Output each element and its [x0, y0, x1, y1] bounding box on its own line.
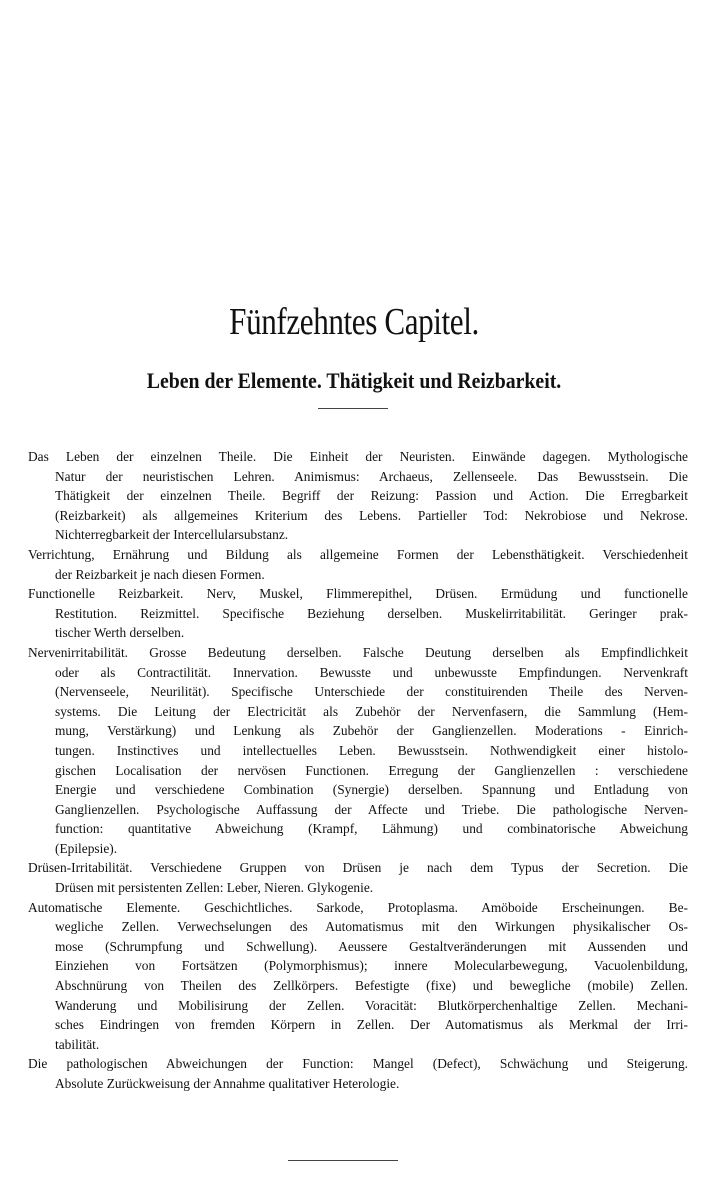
- summary-line-text: Drüsen-Irritabilität. Verschiedene Gruppen von Drüsen je nach dem Typus der Secretion. Die: [28, 860, 688, 876]
- summary-line: [28, 996, 688, 1016]
- summary-line: [28, 1054, 688, 1074]
- summary-line-text: (Reizbarkeit) als allgemeines Kriterium des Lebens. Partieller Tod: Nekrobiose und Nekrose.: [55, 507, 688, 523]
- summary-line: [28, 917, 688, 937]
- summary-line-text: der Reizbarkeit je nach diesen Formen.: [55, 566, 265, 582]
- summary-line-text: Die pathologischen Abweichungen der Function: Mangel (Defect), Schwächung und Steigerung.: [28, 1056, 688, 1072]
- bottom-divider: [288, 1160, 398, 1161]
- summary-line: [28, 956, 688, 976]
- summary-line-text: Ganglienzellen. Psychologische Auffassung der Affecte und Triebe. Die pathologische Nerven-: [55, 801, 688, 817]
- summary-line: [28, 682, 688, 702]
- summary-line-text: Das Leben der einzelnen Theile. Die Einheit der Neuristen. Einwände dagegen. Mythologische: [28, 449, 688, 464]
- summary-line: [28, 486, 688, 506]
- summary-line: [28, 898, 688, 918]
- summary-line-text: Thätigkeit der einzelnen Theile. Begriff der Reizung: Passion und Action. Die Erregbarkeit: [55, 488, 688, 504]
- summary-line-text: function: quantitative Abweichung (Krampf, Lähmung) und combinatorische Abweichung: [55, 821, 688, 837]
- summary-line: [28, 858, 688, 878]
- summary-line-text: tabilität.: [55, 1036, 100, 1052]
- summary-line: [28, 819, 688, 839]
- summary-paragraph: [28, 584, 688, 643]
- summary-line: [28, 643, 688, 663]
- summary-line: [28, 545, 688, 565]
- summary-line: [28, 741, 688, 761]
- summary-line: [28, 506, 688, 526]
- chapter-title: Fünfzehntes Capitel.: [229, 301, 479, 343]
- summary-line: [28, 780, 688, 800]
- summary-paragraph: [28, 545, 688, 584]
- summary-line-text: wegliche Zellen. Verwechselungen des Automatismus mit den Wirkungen physikalischer Os-: [55, 919, 688, 935]
- summary-line-text: mose (Schrumpfung und Schwellung). Aeussere Gestaltveränderungen mit Aussenden und: [55, 938, 688, 954]
- summary-line: [28, 976, 688, 996]
- summary-line: [28, 721, 688, 741]
- summary-line: [28, 623, 688, 643]
- summary-paragraph: [28, 858, 688, 897]
- summary-line-text: Nichterregbarkeit der Intercellularsubstanz.: [55, 527, 289, 543]
- summary-line: [28, 663, 688, 683]
- summary-line-text: mung, Verstärkung) und Lenkung als Zubehör der Ganglienzellen. Moderations - Einrich-: [55, 723, 688, 739]
- summary-line: [28, 839, 688, 859]
- summary-paragraph: [28, 643, 688, 859]
- summary-line-text: Drüsen mit persistenten Zellen: Leber, Nieren. Glykogenie.: [55, 880, 374, 896]
- summary-line: [28, 937, 688, 957]
- summary-line-text: oder als Contractilität. Innervation. Bewusste und unbewusste Empfindungen. Nervenkraft: [55, 664, 688, 680]
- summary-line-text: (Epilepsie).: [55, 840, 118, 856]
- summary-line-text: Restitution. Reizmittel. Specifische Beziehung derselben. Muskelirritabilität. Geringer prak-: [55, 605, 688, 621]
- summary-line-text: Absolute Zurückweisung der Annahme qualitativer Heterologie.: [55, 1076, 400, 1091]
- summary-line-text: Energie und verschiedene Combination (Synergie) derselben. Spannung und Entladung von: [55, 782, 688, 798]
- summary-line-text: systems. Die Leitung der Electricität als Zubehör der Nervenfasern, die Sammlung (Hem-: [55, 703, 688, 719]
- summary-line-text: tischer Werth derselben.: [55, 625, 185, 641]
- summary-line: [28, 1035, 688, 1055]
- summary-line: [28, 604, 688, 624]
- summary-line-text: Wanderung und Mobilisirung der Zellen. Voracität: Blutkörperchenhaltige Zellen. Mechani-: [55, 997, 688, 1013]
- summary-line-text: Abschnürung von Theilen des Zellkörpers. Befestigte (fixe) und bewegliche (mobile) Zellen.: [55, 978, 688, 994]
- summary-paragraph: [28, 447, 688, 545]
- summary-line-text: Einziehen von Fortsätzen (Polymorphismus); innere Molecularbewegung, Vacuolenbildung,: [55, 958, 688, 974]
- chapter-summary: [28, 447, 688, 1094]
- summary-line: [28, 878, 688, 898]
- summary-paragraph: [28, 1054, 688, 1093]
- summary-line: [28, 584, 688, 604]
- summary-line: [28, 565, 688, 585]
- summary-line: [28, 761, 688, 781]
- summary-line-text: (Nervenseele, Neurilität). Specifische Unterschiede der constituirenden Theile des Nerven-: [55, 684, 688, 700]
- summary-line: [28, 1074, 688, 1094]
- summary-line: [28, 702, 688, 722]
- summary-line-text: gischen Localisation der nervösen Functionen. Erregung der Ganglienzellen : verschiedene: [55, 762, 688, 778]
- summary-line-text: tungen. Instinctives und intellectuelles Leben. Bewusstsein. Nothwendigkeit einer histolo-: [55, 742, 688, 758]
- summary-line-text: sches Eindringen von fremden Körpern in Zellen. Der Automatismus als Merkmal der Irri-: [55, 1017, 688, 1033]
- summary-line-text: Verrichtung, Ernährung und Bildung als allgemeine Formen der Lebensthätigkeit. Verschiedenheit: [28, 546, 688, 562]
- summary-line: [28, 447, 688, 467]
- summary-paragraph: [28, 898, 688, 1055]
- summary-line: [28, 1015, 688, 1035]
- summary-line-text: Natur der neuristischen Lehren. Animismus: Archaeus, Zellenseele. Das Bewusstsein. Die: [55, 468, 688, 484]
- summary-line-text: Functionelle Reizbarkeit. Nerv, Muskel, Flimmerepithel, Drüsen. Ermüdung und functionelle: [28, 586, 688, 602]
- summary-line-text: Automatische Elemente. Geschichtliches. Sarkode, Protoplasma. Amöboide Erscheinungen. Be-: [28, 899, 688, 915]
- summary-line-text: Nervenirritabilität. Grosse Bedeutung derselben. Falsche Deutung derselben als Empfindlichkeit: [28, 644, 688, 660]
- top-divider: [318, 408, 388, 409]
- summary-line: [28, 525, 688, 545]
- chapter-subtitle: Leben der Elemente. Thätigkeit und Reizbarkeit.: [146, 368, 562, 393]
- summary-line: [28, 467, 688, 487]
- summary-line: [28, 800, 688, 820]
